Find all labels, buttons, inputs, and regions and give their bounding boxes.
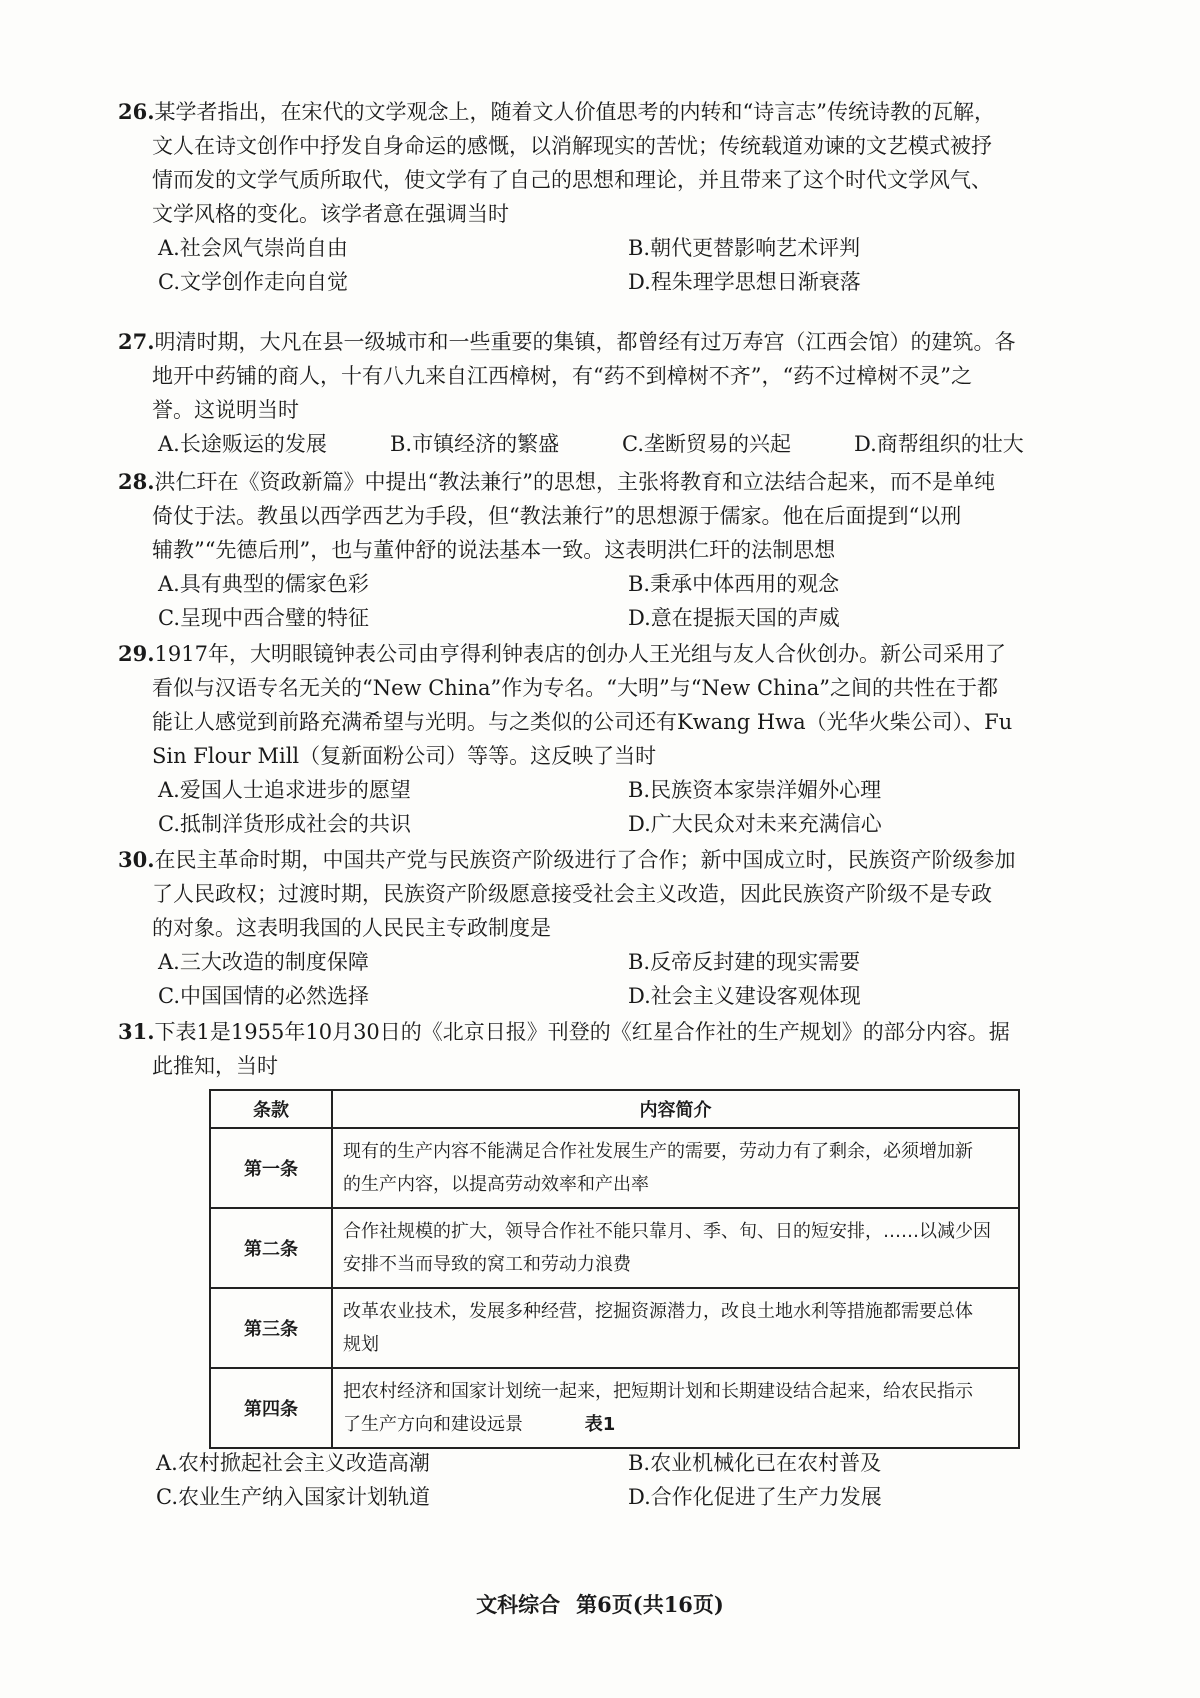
option-d: D.商帮组织的壮大 [854, 432, 1024, 456]
question-number: 30. [118, 847, 155, 872]
option-b: B.反帝反封建的现实需要 [628, 950, 861, 974]
option-d: D.合作化促进了生产力发展 [628, 1485, 882, 1509]
option-a: A.农村掀起社会主义改造高潮 [156, 1451, 430, 1475]
footer-subject: 文科综合 [476, 1592, 561, 1617]
option-b: B.秉承中体西用的观念 [628, 572, 840, 596]
options [118, 773, 1108, 841]
stem-line: 文人在诗文创作中抒发自身命运的感慨，以消解现实的苦忧；传统载道劝谏的文艺模式被抒 [152, 134, 992, 158]
table-cell-content: 现有的生产内容不能满足合作社发展生产的需要，劳动力有了剩余，必须增加新 的生产内容，以提高劳动效率和产出率 [332, 1128, 1019, 1208]
table-row [210, 1288, 1019, 1368]
table-cell-term: 第四条 [210, 1368, 332, 1448]
option-b: B.朝代更替影响艺术评判 [628, 236, 861, 260]
question-number: 31. [118, 1019, 155, 1044]
options [118, 567, 1108, 635]
option-a: A.具有典型的儒家色彩 [158, 572, 369, 596]
question-stem [118, 325, 1108, 427]
option-d: D.社会主义建设客观体现 [628, 984, 861, 1008]
question-26 [118, 95, 1108, 299]
table-cell-term: 第三条 [210, 1288, 332, 1368]
options [118, 231, 1108, 299]
table-cell-content: 合作社规模的扩大，领导合作社不能只靠月、季、旬、日的短安排，……以减少因 安排不当而导致的窝工和劳动力浪费 [332, 1208, 1019, 1288]
option-c: C.垄断贸易的兴起 [622, 432, 791, 456]
footer-page-number: 第6页(共16页) [576, 1592, 724, 1617]
question-stem [118, 465, 1108, 567]
option-b: B.民族资本家崇洋媚外心理 [628, 778, 882, 802]
question-29 [118, 637, 1108, 841]
question-30 [118, 843, 1108, 1013]
stem-line: 下表1是1955年10月30日的《北京日报》刊登的《红星合作社的生产规划》的部分内容。据 [154, 1020, 1010, 1044]
stem-line: 文学风格的变化。该学者意在强调当时 [152, 202, 509, 226]
stem-line: 了人民政权；过渡时期，民族资产阶级愿意接受社会主义改造，因此民族资产阶级不是专政 [152, 882, 992, 906]
question-31-options [118, 1446, 1108, 1514]
options [118, 427, 1108, 461]
option-a: A.爱国人士追求进步的愿望 [158, 778, 411, 802]
production-plan-table [209, 1089, 1020, 1449]
stem-line: 明清时期，大凡在县一级城市和一些重要的集镇，都曾经有过万寿宫（江西会馆）的建筑。各 [154, 330, 1016, 354]
option-a: A.三大改造的制度保障 [158, 950, 369, 974]
stem-line: 情而发的文学气质所取代，使文学有了自己的思想和理论，并且带来了这个时代文学风气、 [152, 168, 992, 192]
stem-line: 洪仁玕在《资政新篇》中提出“教法兼行”的思想，主张将教育和立法结合起来，而不是单纯 [154, 470, 996, 494]
option-c: C.呈现中西合璧的特征 [158, 606, 369, 630]
stem-line: 某学者指出，在宋代的文学观念上，随着文人价值思考的内转和“诗言志”传统诗教的瓦解， [154, 100, 996, 124]
stem-line: 此推知，当时 [152, 1054, 278, 1078]
table-row [210, 1208, 1019, 1288]
question-stem [118, 1015, 1108, 1083]
option-c: C.抵制洋货形成社会的共识 [158, 812, 411, 836]
table-caption: 表1 [584, 1414, 616, 1435]
question-28 [118, 465, 1108, 635]
option-c: C.文学创作走向自觉 [158, 270, 348, 294]
question-number: 28. [118, 469, 155, 494]
table-header-content: 内容简介 [332, 1090, 1019, 1128]
question-stem [118, 637, 1108, 773]
stem-line: 在民主革命时期，中国共产党与民族资产阶级进行了合作；新中国成立时，民族资产阶级参加 [154, 848, 1016, 872]
stem-line: 倚仗于法。教虽以西学西艺为手段，但“教法兼行”的思想源于儒家。他在后面提到“以刑 [152, 504, 962, 528]
question-number: 27. [118, 329, 155, 354]
table-header-term: 条款 [210, 1090, 332, 1128]
stem-line: 地开中药铺的商人，十有八九来自江西樟树，有“药不到樟树不齐”，“药不过樟树不灵”之 [152, 364, 972, 388]
option-b: B.市镇经济的繁盛 [390, 432, 560, 456]
option-a: A.社会风气崇尚自由 [158, 236, 348, 260]
table-cell-term: 第二条 [210, 1208, 332, 1288]
stem-line: Sin Flour Mill（复新面粉公司）等等。这反映了当时 [152, 744, 657, 768]
stem-line: 1917年，大明眼镜钟表公司由亨得利钟表店的创办人王光组与友人合伙创办。新公司采用了 [154, 642, 1006, 666]
question-stem [118, 95, 1108, 231]
question-number: 29. [118, 641, 155, 666]
table-cell-content: 把农村经济和国家计划统一起来，把短期计划和长期建设结合起来，给农民指示 了生产方向和建设远景 [332, 1368, 1019, 1448]
table-row [210, 1128, 1019, 1208]
table-cell-term: 第一条 [210, 1128, 332, 1208]
stem-line: 能让人感觉到前路充满希望与光明。与之类似的公司还有Kwang Hwa（光华火柴公司）、Fu [152, 710, 1013, 734]
table-header-row [210, 1090, 1019, 1128]
table-cell-content: 改革农业技术，发展多种经营，挖掘资源潜力，改良土地水利等措施都需要总体 规划 [332, 1288, 1019, 1368]
option-d: D.意在提振天国的声威 [628, 606, 840, 630]
option-a: A.长途贩运的发展 [158, 432, 327, 456]
option-b: B.农业机械化已在农村普及 [628, 1451, 882, 1475]
question-stem [118, 843, 1108, 945]
option-d: D.程朱理学思想日渐衰落 [628, 270, 861, 294]
table-row [210, 1368, 1019, 1448]
option-d: D.广大民众对未来充满信心 [628, 812, 882, 836]
stem-line: 辅教”“先德后刑”，也与董仲舒的说法基本一致。这表明洪仁玕的法制思想 [152, 538, 836, 562]
page-footer [0, 1589, 1200, 1619]
option-c: C.农业生产纳入国家计划轨道 [156, 1485, 430, 1509]
options [118, 1446, 1108, 1514]
stem-line: 的对象。这表明我国的人民民主专政制度是 [152, 916, 551, 940]
question-31 [118, 1015, 1108, 1083]
options [118, 945, 1108, 1013]
option-c: C.中国国情的必然选择 [158, 984, 369, 1008]
stem-line: 誉。这说明当时 [152, 398, 299, 422]
stem-line: 看似与汉语专名无关的“New China”作为专名。“大明”与“New China”之间的共性在于都 [152, 676, 999, 700]
question-number: 26. [118, 99, 155, 124]
question-27 [118, 325, 1108, 461]
